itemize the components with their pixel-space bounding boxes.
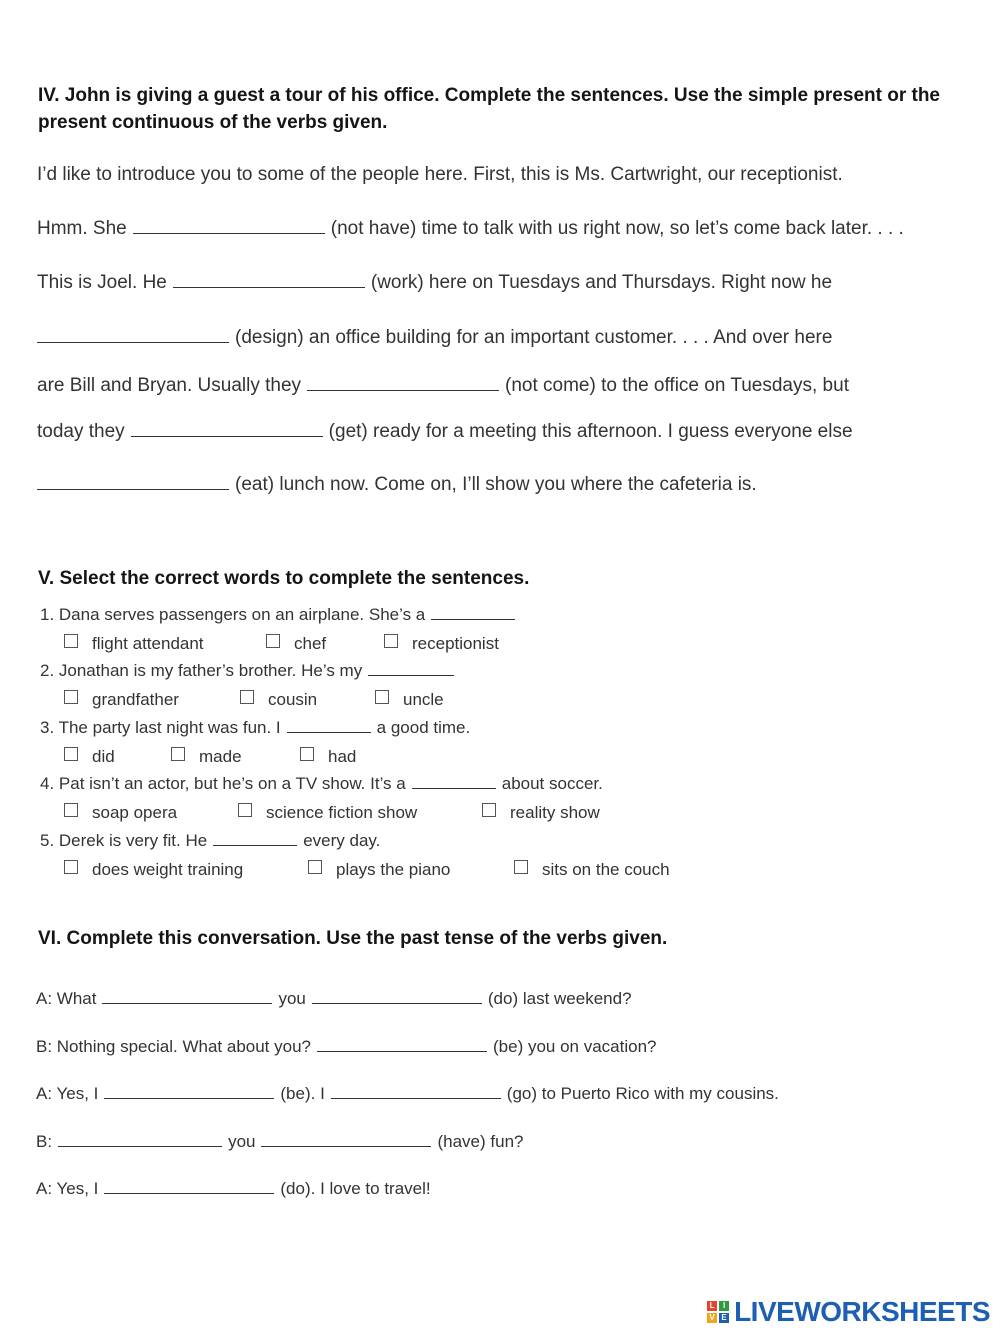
conversation-line: A: What you (do) last weekend? (36, 989, 632, 1008)
question-2: 2. Jonathan is my father’s brother. He’s my (40, 661, 460, 681)
answer-blank[interactable] (213, 844, 297, 846)
checkbox-icon[interactable] (384, 634, 398, 648)
answer-blank[interactable] (261, 1145, 431, 1147)
paragraph-line: today they (get) ready for a meeting this afternoon. I guess everyone else (37, 421, 853, 442)
answer-blank[interactable] (317, 1050, 487, 1052)
paragraph-line: (eat) lunch now. Come on, I’ll show you where the cafeteria is. (37, 474, 757, 496)
answer-blank[interactable] (307, 389, 499, 391)
answer-blank[interactable] (412, 787, 496, 789)
paragraph-line: are Bill and Bryan. Usually they (not come) to the office on Tuesdays, but (37, 375, 849, 396)
section-4-heading-line1: IV. John is giving a guest a tour of his office. Complete the sentences. Use the simple present or the (38, 85, 940, 106)
question-5: 5. Derek is very fit. He every day. (40, 831, 381, 850)
answer-blank[interactable] (102, 1002, 272, 1004)
option-checkbox[interactable]: chef (266, 634, 326, 654)
logo-square: V (707, 1313, 717, 1323)
section-4-heading (38, 82, 940, 136)
logo-mark-icon (707, 1301, 729, 1323)
option-checkbox[interactable]: flight attendant (64, 634, 204, 654)
question-4: 4. Pat isn’t an actor, but he’s on a TV show. It’s a about soccer. (40, 774, 603, 793)
option-checkbox[interactable]: science fiction show (238, 803, 417, 823)
answer-blank[interactable] (312, 1002, 482, 1004)
section-6-heading: VI. Complete this conversation. Use the past tense of the verbs given. (38, 928, 668, 949)
option-checkbox[interactable]: grandfather (64, 690, 179, 710)
checkbox-icon[interactable] (64, 747, 78, 761)
option-checkbox[interactable]: does weight training (64, 860, 243, 880)
checkbox-icon[interactable] (240, 690, 254, 704)
logo-text: LIVEWORKSHEETS (734, 1296, 990, 1327)
option-checkbox[interactable]: reality show (482, 803, 600, 823)
answer-blank[interactable] (104, 1192, 274, 1194)
paragraph-line: I’d like to introduce you to some of the people here. First, this is Ms. Cartwright, our receptionist. (37, 164, 843, 185)
checkbox-icon[interactable] (238, 803, 252, 817)
checkbox-icon[interactable] (64, 803, 78, 817)
checkbox-icon[interactable] (482, 803, 496, 817)
option-checkbox[interactable]: did (64, 747, 115, 767)
question-3: 3. The party last night was fun. I a good time. (40, 718, 471, 737)
answer-blank[interactable] (368, 674, 454, 676)
option-checkbox[interactable]: uncle (375, 690, 444, 710)
answer-blank[interactable] (58, 1145, 222, 1147)
checkbox-icon[interactable] (300, 747, 314, 761)
conversation-line: A: Yes, I (do). I love to travel! (36, 1179, 431, 1198)
conversation-line: B: Nothing special. What about you? (be) you on vacation? (36, 1037, 657, 1056)
conversation-line: A: Yes, I (be). I (go) to Puerto Rico with my cousins. (36, 1084, 779, 1103)
option-checkbox[interactable]: plays the piano (308, 860, 450, 880)
checkbox-icon[interactable] (514, 860, 528, 874)
option-checkbox[interactable]: cousin (240, 690, 317, 710)
checkbox-icon[interactable] (64, 634, 78, 648)
answer-blank[interactable] (331, 1097, 501, 1099)
option-checkbox[interactable]: made (171, 747, 242, 767)
checkbox-icon[interactable] (171, 747, 185, 761)
answer-blank[interactable] (104, 1097, 274, 1099)
answer-blank[interactable] (131, 435, 323, 437)
conversation-line: B: you (have) fun? (36, 1132, 524, 1151)
option-checkbox[interactable]: soap opera (64, 803, 177, 823)
option-checkbox[interactable]: had (300, 747, 356, 767)
answer-blank[interactable] (37, 488, 229, 490)
checkbox-icon[interactable] (64, 690, 78, 704)
paragraph-line: (design) an office building for an important customer. . . . And over here (37, 327, 832, 349)
answer-blank[interactable] (173, 286, 365, 288)
paragraph-line: Hmm. She (not have) time to talk with us right now, so let’s come back later. . . . (37, 218, 904, 239)
checkbox-icon[interactable] (375, 690, 389, 704)
question-1: 1. Dana serves passengers on an airplane. She’s a (40, 605, 521, 625)
answer-blank[interactable] (37, 341, 229, 343)
answer-blank[interactable] (133, 232, 325, 234)
checkbox-icon[interactable] (64, 860, 78, 874)
option-checkbox[interactable]: sits on the couch (514, 860, 670, 880)
checkbox-icon[interactable] (266, 634, 280, 648)
section-5-heading: V. Select the correct words to complete the sentences. (38, 568, 530, 589)
option-checkbox[interactable]: receptionist (384, 634, 499, 654)
logo-square: L (707, 1301, 717, 1311)
logo-square: I (719, 1301, 729, 1311)
checkbox-icon[interactable] (308, 860, 322, 874)
section-4-heading-line2: present continuous of the verbs given. (38, 112, 388, 133)
liveworksheets-logo[interactable] (707, 1297, 990, 1327)
paragraph-line: This is Joel. He (work) here on Tuesdays and Thursdays. Right now he (37, 272, 833, 293)
answer-blank[interactable] (287, 731, 371, 733)
logo-square: E (719, 1313, 729, 1323)
answer-blank[interactable] (431, 618, 515, 620)
